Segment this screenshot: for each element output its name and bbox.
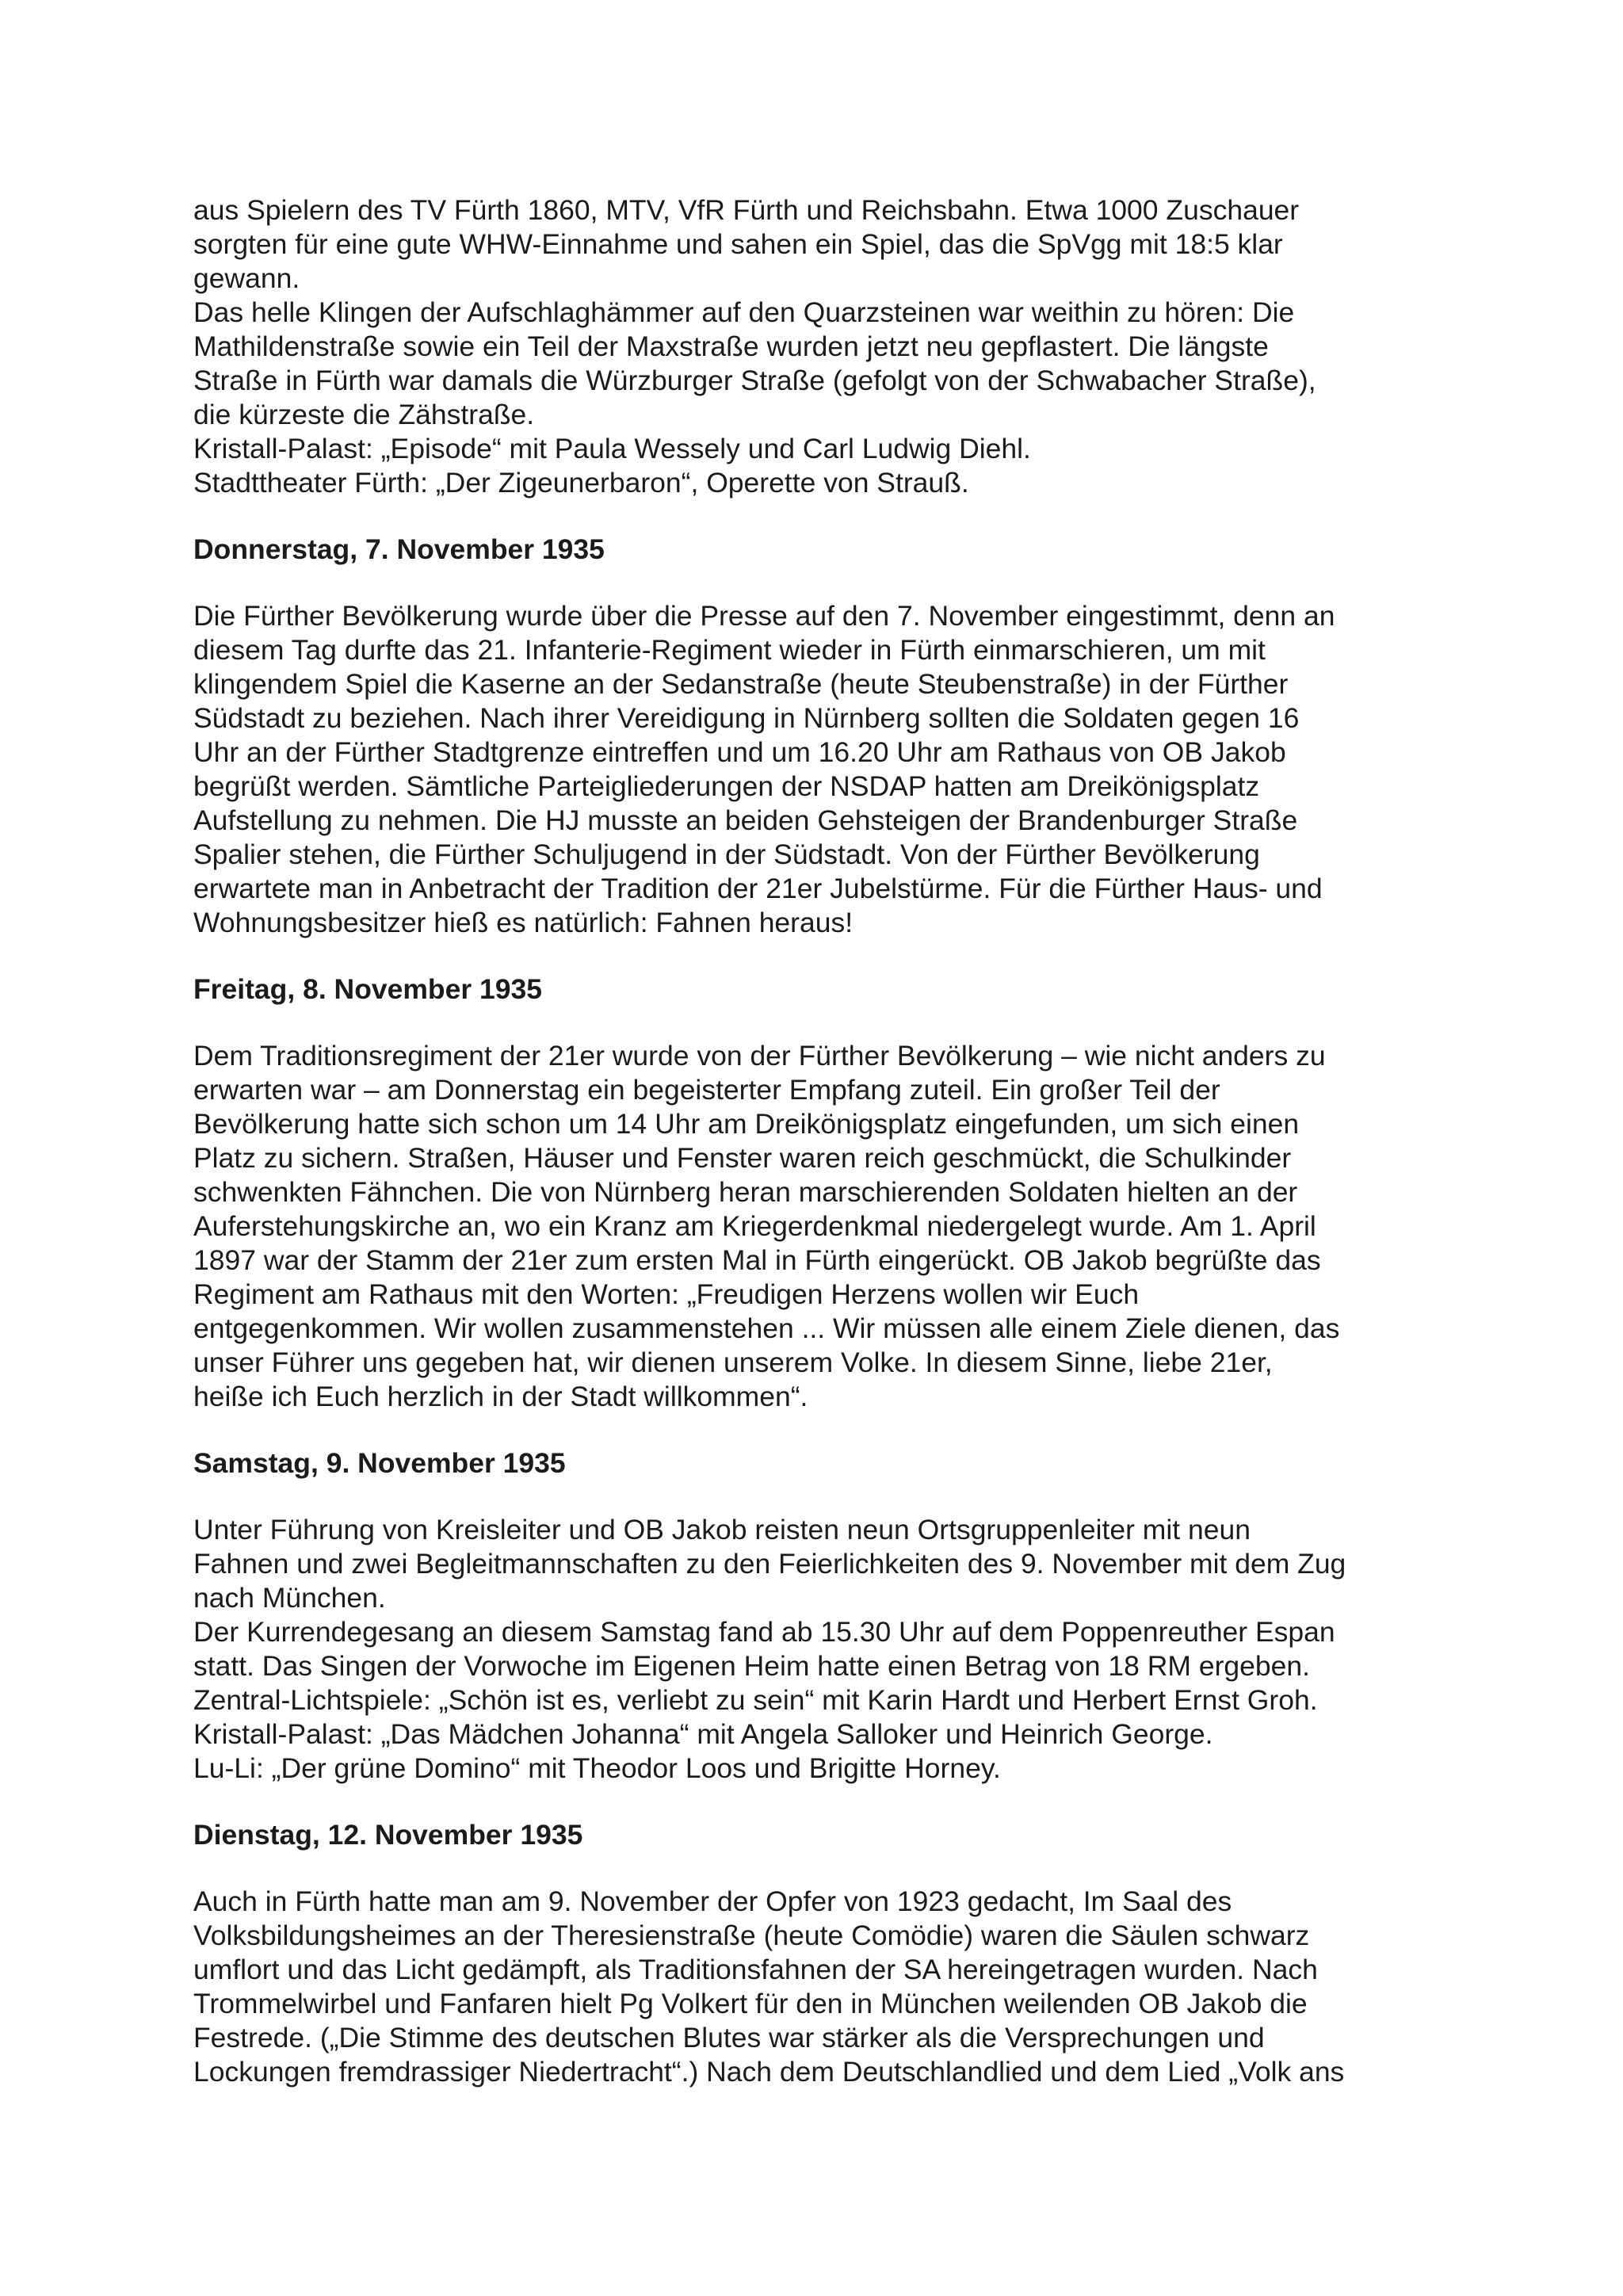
section-heading: Donnerstag, 7. November 1935 [193, 533, 605, 565]
text-line: Mathildenstraße sowie ein Teil der Maxstraße wurden jetzt neu gepflastert. Die längste [193, 330, 1269, 362]
text-line: erwartete man in Anbetracht der Tradition der 21er Jubelstürme. Für die Fürther Haus- und [193, 873, 1323, 904]
text-line: heiße ich Euch herzlich in der Stadt willkommen“. [193, 1381, 808, 1412]
text-line: schwenkten Fähnchen. Die von Nürnberg heran marschierenden Soldaten hielten an der [193, 1176, 1298, 1208]
text-line: Festrede. („Die Stimme des deutschen Blutes war stärker als die Versprechungen und [193, 2022, 1265, 2053]
text-line: Spalier stehen, die Fürther Schuljugend in der Südstadt. Von der Fürther Bevölkerung [193, 839, 1260, 870]
text-line: Auferstehungskirche an, wo ein Kranz am Kriegerdenkmal niedergelegt wurde. Am 1. April [193, 1210, 1316, 1242]
paragraph [193, 1717, 1445, 1752]
text-line: diesem Tag durfte das 21. Infanterie-Regiment wieder in Fürth einmarschieren, um mit [193, 634, 1266, 666]
section-body [193, 193, 1445, 500]
text-line: klingendem Spiel die Kaserne an der Sedanstraße (heute Steubenstraße) in der Fürther [193, 668, 1289, 700]
text-line: Zentral-Lichtspiele: „Schön ist es, verliebt zu sein“ mit Karin Hardt und Herbert Ernst Groh. [193, 1684, 1318, 1716]
text-line: Straße in Fürth war damals die Würzburger Straße (gefolgt von der Schwabacher Straße), [193, 365, 1316, 396]
section-heading: Freitag, 8. November 1935 [193, 973, 543, 1005]
text-line: Unter Führung von Kreisleiter und OB Jakob reisten neun Ortsgruppenleiter mit neun [193, 1514, 1251, 1545]
text-line: Volksbildungsheimes an der Theresienstraße (heute Comödie) waren die Säulen schwarz [193, 1920, 1310, 1951]
section-body [193, 599, 1445, 940]
section-heading: Dienstag, 12. November 1935 [193, 1819, 583, 1851]
text-line: sorgten für eine gute WHW-Einnahme und sahen ein Spiel, das die SpVgg mit 18:5 klar [193, 228, 1283, 260]
text-line: gewann. [193, 262, 300, 294]
text-line: Platz zu sichern. Straßen, Häuser und Fenster waren reich geschmückt, die Schulkinder [193, 1142, 1292, 1174]
text-line: 1897 war der Stamm der 21er zum ersten Mal in Fürth eingerückt. OB Jakob begrüßte das [193, 1244, 1321, 1276]
text-line: Das helle Klingen der Aufschlaghämmer auf den Quarzsteinen war weithin zu hören: Die [193, 296, 1295, 328]
text-line: begrüßt werden. Sämtliche Parteigliederungen der NSDAP hatten am Dreikönigsplatz [193, 770, 1260, 802]
paragraph [193, 1885, 1445, 2089]
text-line: statt. Das Singen der Vorwoche im Eigenen Heim hatte einen Betrag von 18 RM ergeben. [193, 1650, 1310, 1682]
section-body [193, 1039, 1445, 1414]
paragraph [193, 296, 1445, 432]
text-line: nach München. [193, 1582, 386, 1614]
document-section [193, 533, 1445, 940]
text-line: Kristall-Palast: „Das Mädchen Johanna“ mit Angela Salloker und Heinrich George. [193, 1718, 1213, 1750]
document-section [193, 193, 1445, 500]
text-line: Trommelwirbel und Fanfaren hielt Pg Volkert für den in München weilenden OB Jakob die [193, 1988, 1308, 2019]
paragraph [193, 466, 1445, 500]
text-line: erwarten war – am Donnerstag ein begeisterter Empfang zuteil. Ein großer Teil der [193, 1074, 1220, 1106]
text-line: Der Kurrendegesang an diesem Samstag fand ab 15.30 Uhr auf dem Poppenreuther Espan [193, 1616, 1335, 1648]
text-line: Regiment am Rathaus mit den Worten: „Freudigen Herzens wollen wir Euch [193, 1278, 1140, 1310]
text-line: Lu-Li: „Der grüne Domino“ mit Theodor Loos und Brigitte Horney. [193, 1752, 1001, 1784]
paragraph [193, 193, 1445, 296]
document-section [193, 1446, 1445, 1786]
section-body [193, 1885, 1445, 2089]
document-body [193, 193, 1445, 2089]
text-line: Die Fürther Bevölkerung wurde über die Presse auf den 7. November eingestimmt, denn an [193, 600, 1335, 632]
text-line: Wohnungsbesitzer hieß es natürlich: Fahnen heraus! [193, 907, 854, 938]
text-line: Uhr an der Fürther Stadtgrenze eintreffen und um 16.20 Uhr am Rathaus von OB Jakob [193, 736, 1286, 768]
paragraph [193, 1683, 1445, 1717]
text-line: umflort und das Licht gedämpft, als Traditionsfahnen der SA hereingetragen wurden. Nach [193, 1954, 1318, 1985]
paragraph [193, 1039, 1445, 1414]
text-line: entgegenkommen. Wir wollen zusammenstehen ... Wir müssen alle einem Ziele dienen, das [193, 1312, 1340, 1344]
text-line: Aufstellung zu nehmen. Die HJ musste an beiden Gehsteigen der Brandenburger Straße [193, 804, 1298, 836]
document-section [193, 1818, 1445, 2089]
text-line: Auch in Fürth hatte man am 9. November der Opfer von 1923 gedacht, Im Saal des [193, 1885, 1232, 1917]
text-line: Südstadt zu beziehen. Nach ihrer Vereidigung in Nürnberg sollten die Soldaten gegen 16 [193, 702, 1300, 734]
document-section [193, 972, 1445, 1414]
text-line: Kristall-Palast: „Episode“ mit Paula Wessely und Carl Ludwig Diehl. [193, 433, 1031, 464]
text-line: unser Führer uns gegeben hat, wir dienen unserem Volke. In diesem Sinne, liebe 21er, [193, 1347, 1273, 1378]
section-body [193, 1513, 1445, 1786]
paragraph [193, 1615, 1445, 1683]
paragraph [193, 432, 1445, 466]
text-line: Lockungen fremdrassiger Niedertracht“.) Nach dem Deutschlandlied und dem Lied „Volk ans [193, 2056, 1345, 2088]
paragraph [193, 599, 1445, 940]
text-line: Fahnen und zwei Begleitmannschaften zu den Feierlichkeiten des 9. November mit dem Zug [193, 1548, 1346, 1580]
paragraph [193, 1513, 1445, 1615]
text-line: die kürzeste die Zähstraße. [193, 399, 535, 430]
text-line: aus Spielern des TV Fürth 1860, MTV, VfR Fürth und Reichsbahn. Etwa 1000 Zuschauer [193, 194, 1300, 226]
text-line: Stadttheater Fürth: „Der Zigeunerbaron“, Operette von Strauß. [193, 467, 969, 499]
paragraph [193, 1752, 1445, 1786]
section-heading: Samstag, 9. November 1935 [193, 1447, 566, 1479]
text-line: Dem Traditionsregiment der 21er wurde von der Fürther Bevölkerung – wie nicht anders zu [193, 1040, 1326, 1072]
text-line: Bevölkerung hatte sich schon um 14 Uhr am Dreikönigsplatz eingefunden, um sich einen [193, 1108, 1300, 1140]
